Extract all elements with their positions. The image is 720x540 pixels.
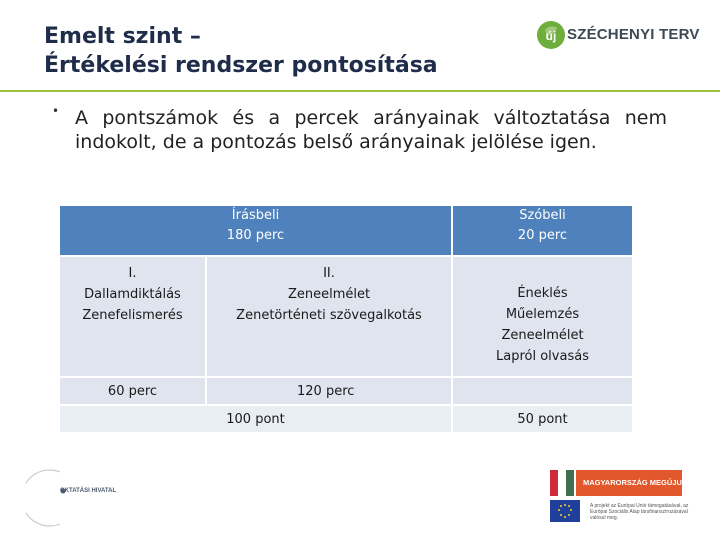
cell-time-i: 60 perc [60,377,206,405]
cell-points-irasbeli: 100 pont [60,405,452,432]
title-line-1: Emelt szint – [44,24,201,49]
part-ii-number: II. [323,266,335,281]
title-divider [0,90,720,92]
eu-flag-icon [550,500,580,522]
svg-text:új: új [545,29,557,43]
uj-leaf-icon [535,18,567,54]
table-header-row [60,206,632,256]
part-i-item-2: Zenefelismerés [82,308,183,323]
cell-szobeli [452,256,632,377]
header-szobeli-time: 20 perc [517,228,568,243]
cell-time-empty [452,377,632,405]
part-ii-item-2: Zenetörténeti szövegalkotás [236,308,422,323]
part-ii-item-1: Zeneelmélet [287,287,371,302]
cell-part-i [60,256,206,377]
title-line-2: Értékelési rendszer pontosítása [44,53,438,78]
part-i-item-1: Dallamdiktálás [84,287,181,302]
oktatasi-hivatal-logo [26,468,126,528]
cell-points-szobeli: 50 pont [452,405,632,432]
bullet-text: A pontszámok és a percek arányainak változtatása nem indokolt, de a pontozás belső arányainak jelölése igen. [75,107,667,153]
header-irasbeli [60,206,452,256]
eu-funding-text: A projekt az Európai Unió támogatásával, az Európai Szociális Alap társfinanszírozásával valósul meg. [590,503,689,521]
szobeli-item-2: Műelemzés [505,307,580,322]
part-i-number: I. [128,266,137,281]
szechenyi-terv-logo [535,18,705,54]
cell-time-ii: 120 perc [206,377,452,405]
szobeli-item-4: Lapról olvasás [496,349,589,364]
page-title [44,22,514,80]
szobeli-item-3: Zeneelmélet [501,328,584,343]
header-irasbeli-time: 180 perc [226,228,285,243]
bullet-marker: • [52,104,60,118]
evaluation-table [60,206,632,432]
header-szobeli-label: Szóbeli [519,208,566,223]
table-row-points [60,405,632,432]
table-row-content [60,256,632,377]
table-row-time [60,377,632,405]
header-irasbeli-label: Írásbeli [231,208,280,223]
header-szobeli [452,206,632,256]
cell-part-ii [206,256,452,377]
logo-text: SZÉCHENYI TERV [567,26,700,43]
oktatasi-hivatal-text: OKTATÁSI HIVATAL [60,488,117,494]
mm-banner-text: MAGYARORSZÁG MEGÚJUL [583,478,687,487]
szobeli-item-1: Éneklés [517,286,568,301]
